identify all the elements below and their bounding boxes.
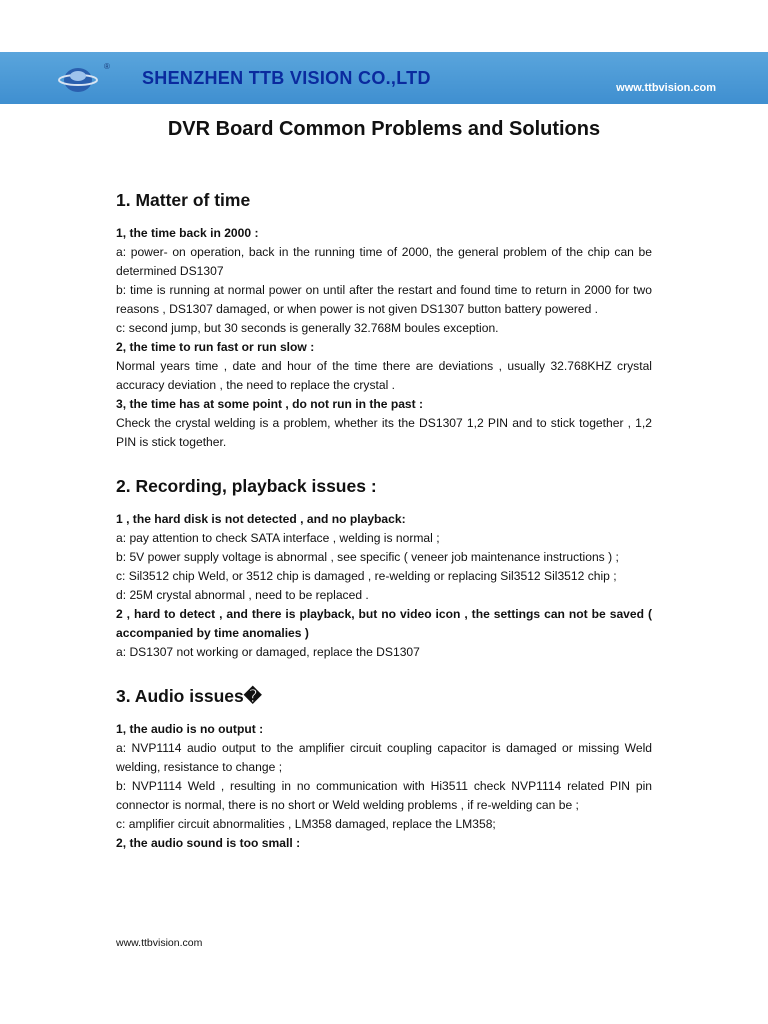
paragraph: b: 5V power supply voltage is abnormal , see specific ( veneer job maintenance instructions ) ; [116,550,619,564]
subheading: 1 , the hard disk is not detected , and no playback: [116,512,406,526]
subheading: 3, the time has at some point , do not run in the past : [116,397,424,411]
paragraph: c: amplifier circuit abnormalities , LM358 damaged, replace the LM358; [116,817,496,831]
registered-mark: ® [104,62,110,71]
company-logo-icon [58,66,104,94]
paragraph: d: 25M crystal abnormal , need to be replaced . [116,588,369,602]
section-heading: 1. Matter of time [116,190,251,210]
paragraph: Check the crystal welding is a problem, whether its the DS1307 1,2 PIN and to stick together , 1,2 PIN is stick together. [116,416,652,449]
section [116,474,652,662]
footer-url: www.ttbvision.com [116,937,203,949]
subheading: 2, the time to run fast or run slow : [116,340,315,354]
section [116,188,652,452]
section-heading: 3. Audio issues� [116,686,262,706]
header-url: www.ttbvision.com [616,82,716,94]
subheading: 2 , hard to detect , and there is playback, but no video icon , the settings can not be saved ( accompanied by time anomalies ) [116,607,652,640]
paragraph: b: NVP1114 Weld , resulting in no communication with Hi3511 check NVP1114 related PIN pin connector is normal, there is no short or Weld welding problems , if re-welding can be ; [116,779,652,812]
paragraph: a: pay attention to check SATA interface , welding is normal ; [116,531,440,545]
paragraph: Normal years time , date and hour of the time there are deviations , usually 32.768KHZ crystal accuracy deviation , the need to replace the crystal . [116,359,652,392]
section-heading: 2. Recording, playback issues : [116,476,377,496]
section [116,684,652,853]
document-body [116,188,652,875]
page-title: DVR Board Common Problems and Solutions [167,118,601,140]
paragraph: a: DS1307 not working or damaged, replace the DS1307 [116,645,420,659]
company-name: SHENZHEN TTB VISION CO.,LTD [142,68,431,88]
header-bar [0,52,768,104]
subheading: 1, the audio is no output : [116,722,264,736]
paragraph: a: NVP1114 audio output to the amplifier circuit coupling capacitor is damaged or missing Weld welding, resistance to change ; [116,741,652,774]
subheading: 1, the time back in 2000 : [116,226,259,240]
paragraph: c: Sil3512 chip Weld, or 3512 chip is damaged , re-welding or replacing Sil3512 Sil3512 chip ; [116,569,617,583]
paragraph: a: power- on operation, back in the running time of 2000, the general problem of the chip can be determined DS1307 [116,245,652,278]
paragraph: c: second jump, but 30 seconds is generally 32.768M boules exception. [116,321,499,335]
subheading: 2, the audio sound is too small : [116,836,301,850]
paragraph: b: time is running at normal power on until after the restart and found time to return in 2000 for two reasons , DS1307 damaged, or when power is not given DS1307 button battery powered . [116,283,652,316]
